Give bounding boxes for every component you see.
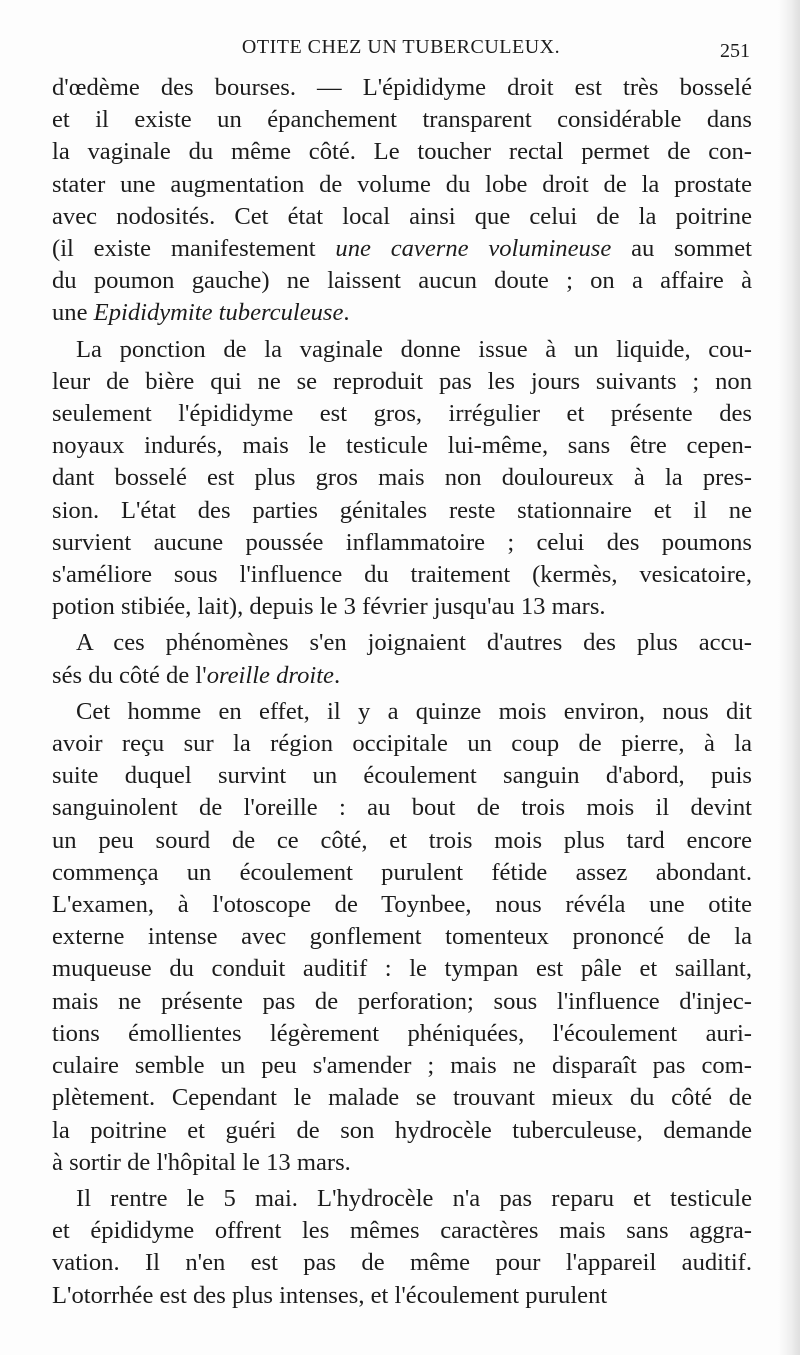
text-line — [52, 1215, 752, 1247]
line-text: stater une augmentation de volume du lobe droit de la prostate — [52, 170, 752, 198]
scan-shadow-edge — [778, 0, 800, 1355]
running-title: OTITE CHEZ UN TUBERCULEUX. — [241, 36, 561, 58]
line-text: Cet homme en effet, il y a quinze mois environ, nous dit — [76, 697, 752, 725]
line-text: A ces phénomènes s'en joignaient d'autres des plus accu- — [76, 629, 752, 657]
line-text: externe intense avec gonflement tomenteux prononcé de la — [52, 923, 752, 951]
text-line — [52, 696, 752, 728]
line-text: mais ne présente pas de perforation; sous l'influence d'injec- — [52, 987, 752, 1015]
line-text: survient aucune poussée inflammatoire ; celui des poumons — [52, 528, 752, 556]
text-line — [52, 953, 752, 985]
line-text: L'examen, à l'otoscope de Toynbee, nous révéla une otite — [52, 891, 752, 919]
text-line — [52, 297, 752, 329]
line-text: sanguinolent de l'oreille : au bout de trois mois il devint — [52, 794, 752, 822]
text-line — [52, 1247, 752, 1279]
text-line — [52, 72, 752, 104]
line-text: La ponction de la vaginale donne issue à un liquide, cou- — [76, 335, 752, 363]
line-text: et épididyme offrent les mêmes caractères mais sans aggra- — [52, 1217, 752, 1245]
line-text-tail: . — [343, 299, 350, 327]
paragraph — [52, 334, 752, 624]
paragraph — [52, 72, 752, 330]
line-text: la poitrine et guéri de son hydrocèle tuberculeuse, demande — [52, 1116, 752, 1144]
text-line — [52, 1082, 752, 1114]
text-line — [52, 857, 752, 889]
text-line — [52, 1115, 752, 1147]
line-text: L'otorrhée est des plus intenses, et l'écoulement purulent — [52, 1281, 608, 1309]
line-text: plètement. Cependant le malade se trouvant mieux du côté de — [52, 1084, 752, 1112]
text-line — [52, 265, 752, 297]
text-line — [52, 728, 752, 760]
text-line — [52, 233, 752, 265]
text-line — [52, 760, 752, 792]
line-text: et il existe un épanchement transparent considérable dans — [52, 106, 752, 134]
text-line — [52, 1050, 752, 1082]
text-line — [52, 1280, 752, 1312]
text-line — [52, 660, 752, 692]
line-text: d'œdème des bourses. — L'épididyme droit est très bosselé — [52, 74, 752, 101]
line-text: un peu sourd de ce côté, et trois mois plus tard encore — [52, 826, 752, 854]
line-text: leur de bière qui ne se reproduit pas les jours suivants ; non — [52, 367, 752, 395]
italic-phrase: Epididymite tuberculeuse — [93, 299, 344, 327]
line-text-tail: . — [333, 661, 341, 689]
text-line — [52, 792, 752, 824]
text-line — [52, 1018, 752, 1050]
text-line — [52, 921, 752, 953]
paragraph — [52, 1183, 752, 1312]
text-line — [52, 169, 752, 201]
text-line — [52, 104, 752, 136]
line-text: culaire semble un peu s'amender ; mais ne disparaît pas com- — [52, 1052, 752, 1080]
line-text: noyaux indurés, mais le testicule lui-même, sans être cepen- — [52, 432, 752, 460]
italic-phrase: une caverne volumineuse — [335, 235, 612, 263]
line-text: tions émollientes légèrement phéniquées, l'écoulement auri- — [52, 1019, 752, 1047]
text-line — [52, 430, 752, 462]
text-line — [52, 1183, 752, 1215]
line-text: avec nodosités. Cet état local ainsi que celui de la poitrine — [52, 202, 752, 230]
text-line — [52, 136, 752, 168]
line-text: potion stibiée, lait), depuis le 3 février jusqu'au 13 mars. — [52, 593, 606, 621]
text-line — [52, 462, 752, 494]
paragraph — [52, 696, 752, 1179]
line-text: dant bosselé est plus gros mais non douloureux à la pres- — [52, 464, 752, 492]
text-line — [52, 398, 752, 430]
italic-phrase: oreille droite — [206, 661, 334, 689]
text-line — [52, 495, 752, 527]
line-text: du poumon gauche) ne laissent aucun doute ; on a affaire à — [52, 267, 752, 295]
text-line — [52, 559, 752, 591]
line-text: sion. L'état des parties génitales reste stationnaire et il ne — [52, 496, 752, 524]
text-line — [52, 527, 752, 559]
body-text — [52, 72, 752, 1312]
line-text-tail: au sommet — [611, 235, 752, 263]
text-line — [52, 1147, 752, 1179]
line-text: commença un écoulement purulent fétide assez abondant. — [52, 858, 752, 886]
text-line — [52, 627, 752, 659]
text-line — [52, 825, 752, 857]
text-line — [52, 201, 752, 233]
line-text: suite duquel survint un écoulement sanguin d'abord, puis — [52, 762, 752, 790]
text-line — [52, 986, 752, 1018]
text-line — [52, 334, 752, 366]
text-line — [52, 591, 752, 623]
line-text: (il existe manifestement — [52, 235, 336, 263]
line-text: seulement l'épididyme est gros, irrégulier et présente des — [52, 400, 752, 428]
line-text: une — [52, 299, 94, 327]
line-text: avoir reçu sur la région occipitale un coup de pierre, à la — [52, 730, 752, 758]
line-text: à sortir de l'hôpital le 13 mars. — [52, 1148, 351, 1176]
line-text: Il rentre le 5 mai. L'hydrocèle n'a pas reparu et testicule — [76, 1184, 752, 1212]
text-line — [52, 366, 752, 398]
line-text: sés du côté de l' — [52, 661, 207, 689]
text-line — [52, 889, 752, 921]
paragraph — [52, 627, 752, 691]
line-text: la vaginale du même côté. Le toucher rectal permet de con- — [52, 138, 752, 166]
line-text: muqueuse du conduit auditif : le tympan est pâle et saillant, — [52, 955, 752, 983]
line-text: vation. Il n'en est pas de même pour l'appareil auditif. — [52, 1249, 752, 1277]
page-header — [52, 34, 750, 70]
page-number: 251 — [720, 40, 750, 62]
line-text: s'améliore sous l'influence du traitement (kermès, vesicatoire, — [52, 561, 752, 589]
